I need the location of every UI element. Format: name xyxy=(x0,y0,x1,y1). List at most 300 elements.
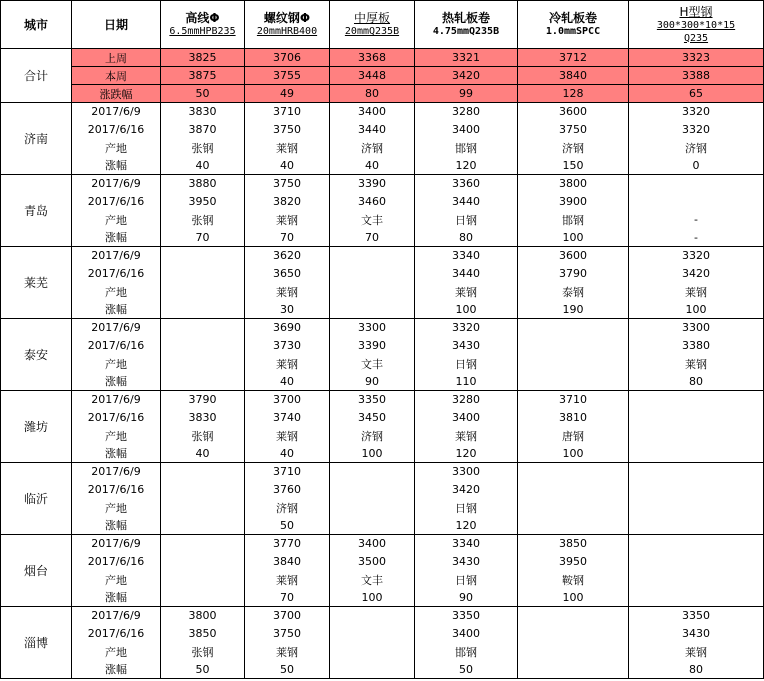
price-cell: 3430 xyxy=(629,625,764,643)
city-name: 莱芜 xyxy=(1,247,72,319)
price-cell: 唐钢 xyxy=(518,427,629,445)
price-cell: 40 xyxy=(245,157,330,175)
price-cell: 3400 xyxy=(415,409,518,427)
price-cell: 3710 xyxy=(245,103,330,121)
price-cell: 80 xyxy=(415,229,518,247)
price-cell: 3700 xyxy=(245,607,330,625)
price-cell: 70 xyxy=(330,229,415,247)
price-cell xyxy=(629,463,764,481)
table-row xyxy=(1,625,764,643)
row-label: 产地 xyxy=(72,139,161,157)
product-name: H型钢 xyxy=(679,4,713,19)
table-row xyxy=(1,391,764,409)
price-cell: 3740 xyxy=(245,409,330,427)
city-name: 泰安 xyxy=(1,319,72,391)
price-cell: 莱钢 xyxy=(629,283,764,301)
price-cell: 3400 xyxy=(415,121,518,139)
table-row xyxy=(1,427,764,445)
price-cell xyxy=(330,265,415,283)
price-cell xyxy=(161,337,245,355)
product-spec: 4.75mmQ235B xyxy=(432,26,500,37)
city-name: 青岛 xyxy=(1,175,72,247)
price-cell: - xyxy=(629,229,764,247)
price-cell: 莱钢 xyxy=(245,643,330,661)
price-cell: 3830 xyxy=(161,103,245,121)
price-cell xyxy=(161,319,245,337)
row-label: 产地 xyxy=(72,499,161,517)
price-cell xyxy=(629,391,764,409)
price-cell: 90 xyxy=(330,373,415,391)
table-row xyxy=(1,301,764,319)
product-spec: 20mmHRB400 xyxy=(256,26,318,37)
price-cell: 3300 xyxy=(629,319,764,337)
price-cell: 3750 xyxy=(245,175,330,193)
product-name: 冷轧板卷 xyxy=(548,11,597,25)
table-row xyxy=(1,355,764,373)
price-cell xyxy=(161,373,245,391)
table-row xyxy=(1,589,764,607)
price-cell: 3850 xyxy=(518,535,629,553)
row-label: 2017/6/16 xyxy=(72,625,161,643)
price-cell: 3950 xyxy=(518,553,629,571)
product-spec: 6.5mmHPB235 xyxy=(169,26,236,37)
price-cell: 日钢 xyxy=(415,355,518,373)
price-cell: 莱钢 xyxy=(415,427,518,445)
row-label: 产地 xyxy=(72,427,161,445)
price-cell xyxy=(161,589,245,607)
price-cell: 3830 xyxy=(161,409,245,427)
price-cell: 3700 xyxy=(245,391,330,409)
price-cell: 100 xyxy=(629,301,764,319)
price-cell xyxy=(161,463,245,481)
price-cell: 3320 xyxy=(629,103,764,121)
table-row xyxy=(1,265,764,283)
summary-label: 合计 xyxy=(1,49,72,103)
summary-row xyxy=(1,49,764,67)
price-cell: 3840 xyxy=(245,553,330,571)
price-cell: 3440 xyxy=(415,265,518,283)
summary-value: 3706 xyxy=(245,49,330,67)
product-spec: 300*300*10*15 xyxy=(656,19,736,31)
row-label: 产地 xyxy=(72,283,161,301)
price-cell: 莱钢 xyxy=(245,355,330,373)
product-spec: 1.0mmSPCC xyxy=(545,26,601,37)
table-row xyxy=(1,319,764,337)
price-cell: 3430 xyxy=(415,553,518,571)
price-cell xyxy=(161,553,245,571)
price-cell xyxy=(161,571,245,589)
price-cell: 3810 xyxy=(518,409,629,427)
price-cell: 莱钢 xyxy=(415,283,518,301)
price-cell: 100 xyxy=(518,589,629,607)
price-cell: 120 xyxy=(415,445,518,463)
price-cell: 莱钢 xyxy=(245,571,330,589)
table-row xyxy=(1,193,764,211)
price-cell xyxy=(330,517,415,535)
price-cell: 150 xyxy=(518,157,629,175)
price-cell: 50 xyxy=(245,517,330,535)
header-product xyxy=(629,1,764,49)
row-label: 涨幅 xyxy=(72,157,161,175)
summary-row xyxy=(1,67,764,85)
price-cell: 3870 xyxy=(161,121,245,139)
row-label: 涨幅 xyxy=(72,661,161,679)
price-cell xyxy=(161,481,245,499)
price-cell: 3880 xyxy=(161,175,245,193)
price-cell: 邯钢 xyxy=(415,139,518,157)
product-spec: 20mmQ235B xyxy=(344,26,400,37)
price-cell: 3400 xyxy=(330,535,415,553)
price-cell: 邯钢 xyxy=(518,211,629,229)
price-cell: 莱钢 xyxy=(245,283,330,301)
summary-value: 49 xyxy=(245,85,330,103)
price-cell: 济钢 xyxy=(330,427,415,445)
product-name: 螺纹钢Φ xyxy=(263,11,311,25)
summary-value: 65 xyxy=(629,85,764,103)
price-cell xyxy=(518,373,629,391)
table-row xyxy=(1,211,764,229)
price-cell xyxy=(629,571,764,589)
price-cell xyxy=(518,643,629,661)
price-cell: 3400 xyxy=(330,103,415,121)
header-product xyxy=(330,1,415,49)
row-label: 2017/6/16 xyxy=(72,121,161,139)
price-cell xyxy=(629,517,764,535)
price-cell: 30 xyxy=(245,301,330,319)
price-cell xyxy=(629,427,764,445)
price-cell xyxy=(518,355,629,373)
price-cell: 70 xyxy=(245,589,330,607)
price-cell: 3300 xyxy=(415,463,518,481)
price-cell: 济钢 xyxy=(518,139,629,157)
price-cell: 3460 xyxy=(330,193,415,211)
row-label: 产地 xyxy=(72,355,161,373)
price-cell: 3320 xyxy=(415,319,518,337)
summary-value: 3323 xyxy=(629,49,764,67)
row-label: 2017/6/9 xyxy=(72,535,161,553)
price-cell: 100 xyxy=(330,445,415,463)
price-cell: 90 xyxy=(415,589,518,607)
price-cell: 3420 xyxy=(415,481,518,499)
summary-period-label: 上周 xyxy=(72,49,161,67)
table-row xyxy=(1,571,764,589)
table-row xyxy=(1,445,764,463)
table-row xyxy=(1,157,764,175)
price-cell: 日钢 xyxy=(415,499,518,517)
price-cell: 3380 xyxy=(629,337,764,355)
price-cell xyxy=(629,481,764,499)
price-cell: 3600 xyxy=(518,103,629,121)
table-row xyxy=(1,409,764,427)
price-cell xyxy=(161,517,245,535)
price-cell: 3340 xyxy=(415,535,518,553)
price-cell: 3400 xyxy=(415,625,518,643)
price-cell xyxy=(161,499,245,517)
price-cell xyxy=(518,337,629,355)
price-cell: - xyxy=(629,211,764,229)
row-label: 2017/6/16 xyxy=(72,553,161,571)
summary-value: 3388 xyxy=(629,67,764,85)
price-cell: 120 xyxy=(415,157,518,175)
table-row xyxy=(1,607,764,625)
price-cell: 张钢 xyxy=(161,139,245,157)
price-cell: 济钢 xyxy=(629,139,764,157)
price-cell xyxy=(518,481,629,499)
row-label: 涨幅 xyxy=(72,373,161,391)
table-row xyxy=(1,499,764,517)
price-cell xyxy=(629,553,764,571)
table-row xyxy=(1,283,764,301)
row-label: 涨幅 xyxy=(72,445,161,463)
price-cell: 3800 xyxy=(518,175,629,193)
city-name: 济南 xyxy=(1,103,72,175)
price-cell: 3790 xyxy=(161,391,245,409)
row-label: 2017/6/9 xyxy=(72,391,161,409)
row-label: 2017/6/9 xyxy=(72,463,161,481)
price-cell: 70 xyxy=(245,229,330,247)
price-cell: 莱钢 xyxy=(245,139,330,157)
row-label: 涨幅 xyxy=(72,229,161,247)
price-cell: 3710 xyxy=(245,463,330,481)
price-cell: 3300 xyxy=(330,319,415,337)
table-row xyxy=(1,121,764,139)
product-name: 高线Φ xyxy=(185,11,220,25)
price-cell xyxy=(518,661,629,679)
summary-value: 50 xyxy=(161,85,245,103)
price-cell: 100 xyxy=(330,589,415,607)
price-cell: 3650 xyxy=(245,265,330,283)
row-label: 涨幅 xyxy=(72,301,161,319)
price-cell xyxy=(629,589,764,607)
price-cell: 100 xyxy=(518,229,629,247)
price-cell: 日钢 xyxy=(415,211,518,229)
price-cell: 50 xyxy=(245,661,330,679)
price-cell: 鞍钢 xyxy=(518,571,629,589)
price-cell: 3320 xyxy=(629,247,764,265)
table-row xyxy=(1,373,764,391)
table-row xyxy=(1,463,764,481)
price-cell: 100 xyxy=(518,445,629,463)
header-product xyxy=(245,1,330,49)
price-cell xyxy=(330,661,415,679)
row-label: 产地 xyxy=(72,643,161,661)
price-cell: 3620 xyxy=(245,247,330,265)
price-cell xyxy=(330,481,415,499)
price-cell: 3750 xyxy=(245,625,330,643)
price-cell: 3600 xyxy=(518,247,629,265)
price-cell xyxy=(330,625,415,643)
header-product xyxy=(161,1,245,49)
price-cell: 80 xyxy=(629,661,764,679)
summary-value: 3755 xyxy=(245,67,330,85)
price-cell xyxy=(629,535,764,553)
summary-value: 80 xyxy=(330,85,415,103)
price-cell: 文丰 xyxy=(330,571,415,589)
price-cell: 40 xyxy=(245,373,330,391)
price-cell: 40 xyxy=(161,445,245,463)
summary-period-label: 本周 xyxy=(72,67,161,85)
price-cell xyxy=(330,247,415,265)
header-product xyxy=(415,1,518,49)
price-cell xyxy=(161,355,245,373)
price-cell xyxy=(629,445,764,463)
table-row xyxy=(1,247,764,265)
price-cell: 3900 xyxy=(518,193,629,211)
price-cell xyxy=(629,409,764,427)
table-row xyxy=(1,661,764,679)
price-cell: 40 xyxy=(330,157,415,175)
price-cell: 张钢 xyxy=(161,427,245,445)
table-row xyxy=(1,139,764,157)
city-name: 临沂 xyxy=(1,463,72,535)
city-name: 烟台 xyxy=(1,535,72,607)
price-cell xyxy=(518,517,629,535)
price-cell: 40 xyxy=(161,157,245,175)
row-label: 2017/6/9 xyxy=(72,319,161,337)
table-row xyxy=(1,643,764,661)
summary-value: 3875 xyxy=(161,67,245,85)
price-cell: 3770 xyxy=(245,535,330,553)
price-cell: 3280 xyxy=(415,391,518,409)
price-cell: 3430 xyxy=(415,337,518,355)
price-cell: 3360 xyxy=(415,175,518,193)
city-name: 潍坊 xyxy=(1,391,72,463)
price-cell: 3790 xyxy=(518,265,629,283)
price-cell: 日钢 xyxy=(415,571,518,589)
row-label: 产地 xyxy=(72,211,161,229)
price-cell: 0 xyxy=(629,157,764,175)
price-cell: 3730 xyxy=(245,337,330,355)
price-cell: 3950 xyxy=(161,193,245,211)
row-label: 2017/6/16 xyxy=(72,337,161,355)
price-cell xyxy=(161,247,245,265)
price-cell: 3710 xyxy=(518,391,629,409)
price-cell: 济钢 xyxy=(245,499,330,517)
price-cell: 莱钢 xyxy=(245,211,330,229)
row-label: 产地 xyxy=(72,571,161,589)
price-cell: 3340 xyxy=(415,247,518,265)
price-cell xyxy=(161,301,245,319)
price-cell: 3440 xyxy=(415,193,518,211)
price-cell: 文丰 xyxy=(330,211,415,229)
row-label: 2017/6/9 xyxy=(72,607,161,625)
table-row xyxy=(1,517,764,535)
price-cell xyxy=(518,319,629,337)
price-cell xyxy=(161,265,245,283)
price-cell: 文丰 xyxy=(330,355,415,373)
header-date: 日期 xyxy=(72,1,161,49)
price-cell: 3390 xyxy=(330,337,415,355)
price-cell: 40 xyxy=(245,445,330,463)
table-row xyxy=(1,337,764,355)
price-cell: 3350 xyxy=(330,391,415,409)
table-row xyxy=(1,103,764,121)
table-body xyxy=(1,49,764,679)
row-label: 涨幅 xyxy=(72,589,161,607)
price-cell: 50 xyxy=(161,661,245,679)
price-cell xyxy=(518,625,629,643)
price-cell: 3820 xyxy=(245,193,330,211)
price-cell xyxy=(330,607,415,625)
price-cell: 3800 xyxy=(161,607,245,625)
price-cell: 3280 xyxy=(415,103,518,121)
price-cell xyxy=(330,499,415,517)
price-cell xyxy=(629,499,764,517)
table-row xyxy=(1,229,764,247)
price-cell: 3690 xyxy=(245,319,330,337)
row-label: 2017/6/9 xyxy=(72,247,161,265)
summary-value: 3368 xyxy=(330,49,415,67)
price-cell: 3750 xyxy=(245,121,330,139)
summary-row xyxy=(1,85,764,103)
row-label: 2017/6/9 xyxy=(72,103,161,121)
table-row xyxy=(1,553,764,571)
summary-period-label: 涨跌幅 xyxy=(72,85,161,103)
price-cell: 3750 xyxy=(518,121,629,139)
header-product xyxy=(518,1,629,49)
price-cell: 100 xyxy=(415,301,518,319)
row-label: 2017/6/16 xyxy=(72,265,161,283)
price-cell xyxy=(330,643,415,661)
price-cell: 莱钢 xyxy=(245,427,330,445)
price-cell: 3500 xyxy=(330,553,415,571)
header-row xyxy=(1,1,764,49)
price-cell: 70 xyxy=(161,229,245,247)
price-cell xyxy=(161,535,245,553)
table-row xyxy=(1,481,764,499)
header-city: 城市 xyxy=(1,1,72,49)
price-cell: 3760 xyxy=(245,481,330,499)
price-cell: 邯钢 xyxy=(415,643,518,661)
price-cell: 3320 xyxy=(629,121,764,139)
row-label: 2017/6/16 xyxy=(72,193,161,211)
row-label: 2017/6/9 xyxy=(72,175,161,193)
price-cell xyxy=(330,283,415,301)
price-cell: 3420 xyxy=(629,265,764,283)
price-cell xyxy=(629,193,764,211)
row-label: 2017/6/16 xyxy=(72,481,161,499)
price-cell: 190 xyxy=(518,301,629,319)
summary-value: 3448 xyxy=(330,67,415,85)
summary-value: 99 xyxy=(415,85,518,103)
product-spec-grade: Q235 xyxy=(683,32,709,44)
price-cell: 莱钢 xyxy=(629,355,764,373)
price-cell: 3390 xyxy=(330,175,415,193)
summary-value: 128 xyxy=(518,85,629,103)
price-cell: 3450 xyxy=(330,409,415,427)
price-cell xyxy=(518,499,629,517)
price-cell: 3350 xyxy=(629,607,764,625)
summary-value: 3825 xyxy=(161,49,245,67)
city-name: 淄博 xyxy=(1,607,72,679)
price-cell xyxy=(629,175,764,193)
price-cell: 50 xyxy=(415,661,518,679)
price-cell xyxy=(330,463,415,481)
summary-value: 3840 xyxy=(518,67,629,85)
table-row xyxy=(1,535,764,553)
price-cell xyxy=(330,301,415,319)
row-label: 涨幅 xyxy=(72,517,161,535)
price-cell: 济钢 xyxy=(330,139,415,157)
price-cell: 莱钢 xyxy=(629,643,764,661)
price-cell xyxy=(518,607,629,625)
price-cell: 泰钢 xyxy=(518,283,629,301)
summary-value: 3321 xyxy=(415,49,518,67)
price-cell: 80 xyxy=(629,373,764,391)
product-name: 中厚板 xyxy=(353,11,390,25)
price-cell: 110 xyxy=(415,373,518,391)
price-cell xyxy=(161,283,245,301)
